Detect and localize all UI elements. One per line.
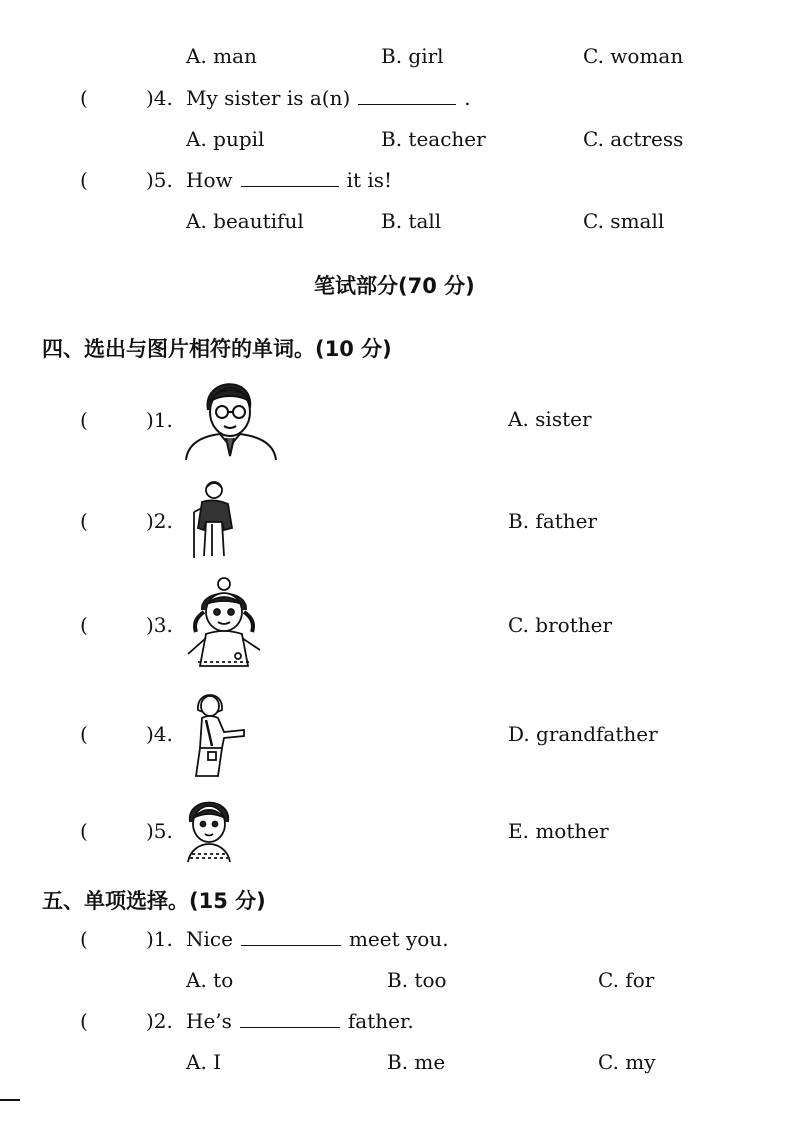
boy-portrait-icon	[184, 794, 234, 864]
item-number: )4.	[146, 722, 173, 746]
written-part-title: 笔试部分(70 分)	[314, 274, 475, 298]
stem-before: My sister is a(n)	[186, 86, 351, 110]
answer-paren-open: (	[80, 408, 88, 432]
grandfather-with-cane-icon	[184, 478, 240, 560]
word-option: E. mother	[508, 819, 609, 843]
answer-blank[interactable]	[241, 168, 339, 187]
answer-paren-open: (	[80, 613, 88, 637]
stem-before: He’s	[186, 1009, 232, 1033]
option-a: A. to	[186, 968, 234, 992]
answer-paren-open: (	[80, 509, 88, 533]
item-number: )2.	[146, 509, 173, 533]
option-a: A. man	[186, 44, 257, 68]
answer-paren-open: (	[80, 168, 88, 192]
item-number: )1.	[146, 408, 173, 432]
section-4-title: 四、选出与图片相符的单词。(10 分)	[42, 337, 392, 361]
woman-pointing-icon	[184, 688, 248, 778]
question-stem	[186, 86, 471, 110]
stem-after: .	[464, 86, 471, 110]
girl-with-pigtails-icon	[182, 576, 266, 672]
answer-paren-open: (	[80, 927, 88, 951]
option-b: B. girl	[381, 44, 444, 68]
option-b: B. tall	[381, 209, 442, 233]
item-number: )3.	[146, 613, 173, 637]
option-a: A. I	[186, 1050, 222, 1074]
stem-after: meet you.	[348, 927, 449, 951]
item-number: )5.	[146, 819, 173, 843]
answer-blank[interactable]	[240, 1009, 340, 1028]
option-a: A. beautiful	[186, 209, 304, 233]
question-stem	[186, 168, 392, 192]
option-c: C. my	[598, 1050, 656, 1074]
word-option: D. grandfather	[508, 722, 658, 746]
answer-paren-open: (	[80, 1009, 88, 1033]
stem-after: father.	[347, 1009, 414, 1033]
question-number: )1.	[146, 927, 173, 951]
question-stem	[186, 1009, 414, 1033]
option-b: B. too	[387, 968, 447, 992]
question-stem	[186, 927, 449, 951]
question-number: )2.	[146, 1009, 173, 1033]
answer-paren-open: (	[80, 722, 88, 746]
answer-blank[interactable]	[241, 927, 341, 946]
section-5-title: 五、单项选择。(15 分)	[42, 889, 266, 913]
man-with-glasses-icon	[184, 372, 278, 462]
page-corner-mark	[0, 1099, 20, 1101]
answer-paren-open: (	[80, 86, 88, 110]
option-c: C. woman	[583, 44, 684, 68]
option-c: C. for	[598, 968, 655, 992]
option-a: A. pupil	[186, 127, 265, 151]
word-option: C. brother	[508, 613, 613, 637]
stem-after: it is!	[346, 168, 393, 192]
answer-paren-open: (	[80, 819, 88, 843]
word-option: A. sister	[508, 407, 592, 431]
option-b: B. me	[387, 1050, 446, 1074]
option-c: C. actress	[583, 127, 684, 151]
question-number: )4.	[146, 86, 173, 110]
option-c: C. small	[583, 209, 665, 233]
word-option: B. father	[508, 509, 598, 533]
question-number: )5.	[146, 168, 173, 192]
stem-before: How	[186, 168, 233, 192]
answer-blank[interactable]	[358, 86, 456, 105]
stem-before: Nice	[186, 927, 233, 951]
option-b: B. teacher	[381, 127, 486, 151]
